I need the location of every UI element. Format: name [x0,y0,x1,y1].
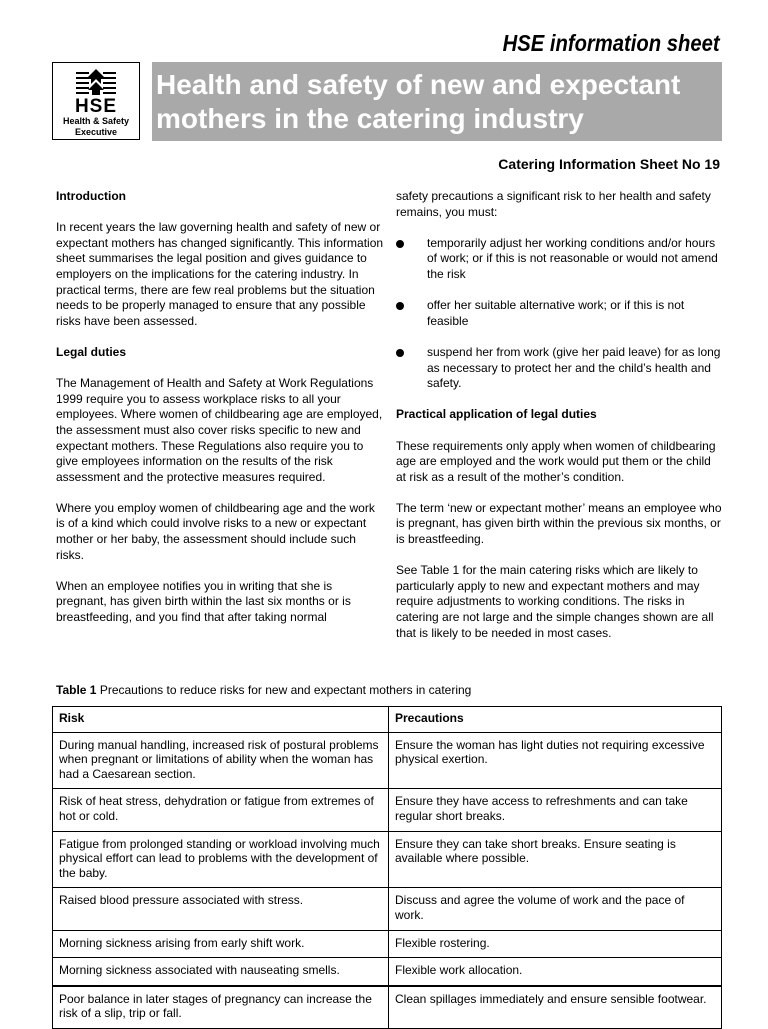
table-label: Table 1 [56,683,97,697]
precaution-cell: Ensure the woman has light duties not requiring excessive physical exertion. [389,732,722,789]
column-header-risk: Risk [53,707,389,733]
risk-precautions-table [52,706,722,1029]
practical-paragraph-2: The term ‘new or expectant mother’ means an employee who is pregnant, has given birth within the previous six months, or is breastfeeding. [396,500,722,547]
precaution-cell: Flexible work allocation. [389,958,722,986]
risk-cell: Raised blood pressure associated with stress. [53,888,389,930]
bullet-icon [396,302,404,310]
table-caption-text: Precautions to reduce risks for new and expectant mothers in catering [99,683,472,697]
legal-duties-paragraph-3: When an employee notifies you in writing that she is pregnant, has given birth within the last six months or is breastfeeding, and you find that after taking normal [56,578,351,625]
logo-abbreviation: HSE [74,96,118,117]
list-item [396,236,722,283]
right-column [396,189,722,657]
legal-duties-heading: Legal duties [56,344,127,359]
column-header-precautions: Precautions [389,707,722,733]
practical-paragraph-1: These requirements only apply when women of childbearing age are employed and the work would put them or the child at risk as a result of the mother’s condition. [396,438,716,484]
list-item [396,345,722,392]
precaution-cell: Clean spillages immediately and ensure sensible footwear. [389,986,722,1029]
legal-duties-paragraph-1: The Management of Health and Safety at Work Regulations 1999 require you to assess workplace risks to all your employees. Where women of childbearing age are employed, the assessment must also cover risks specific to new and expectant mothers. These Regulations also require you to give employees information on the results of the risk assessment and the protective measures required. [56,376,383,484]
introduction-heading: Introduction [56,189,126,203]
logo-subtitle-line2: Executive [74,127,118,137]
risk-cell: Morning sickness arising from early shift work. [53,930,389,958]
introduction-paragraph: In recent years the law governing health and safety of new or expectant mothers has changed significantly. This information sheet summarises the legal position and gives guidance to employers on the implications for the catering industry. In practical terms, there are few real problems but the situation needs to be properly managed to ensure that any possible risks have been assessed. [56,220,384,328]
risk-cell: Risk of heat stress, dehydration or fatigue from extremes of hot or cold. [53,789,389,831]
table-caption [56,683,471,697]
risk-cell: Poor balance in later stages of pregnancy can increase the risk of a slip, trip or fall. [53,986,389,1029]
hse-logo [52,62,140,140]
hse-emblem-icon [73,68,119,98]
table-row [53,888,722,930]
document-title: Health and safety of new and expectant mothers in the catering industry [152,62,722,141]
table-row [53,732,722,789]
risk-cell: During manual handling, increased risk of postural problems when pregnant or limitations of ability when the woman has had a Caesarean section. [53,732,389,789]
required-actions-list [396,236,722,392]
practical-application-heading: Practical application of legal duties [396,407,597,422]
list-item [396,298,722,329]
precaution-cell: Ensure they have access to refreshments and can take regular short breaks. [389,789,722,831]
precaution-cell: Discuss and agree the volume of work and the pace of work. [389,888,722,930]
table-header-row [53,707,722,733]
practical-paragraph-3: See Table 1 for the main catering risks which are likely to particularly apply to new and expectant mothers and may require adjustments to working conditions. The risks in catering are not large and the simple changes shown are all that is likely to be needed in most cases. [396,563,714,640]
precaution-cell: Flexible rostering. [389,930,722,958]
continuation-paragraph: safety precautions a significant risk to her health and safety remains, you must: [396,189,711,219]
table-row [53,831,722,888]
list-item-text: suspend her from work (give her paid leave) for as long as necessary to protect her and the child’s health and safety. [427,344,721,391]
series-title: HSE information sheet [502,30,720,56]
left-column [56,189,384,641]
list-item-text: temporarily adjust her working conditions and/or hours of work; or if this is not reasonable or would not amend the risk [427,235,718,281]
bullet-icon [396,349,404,357]
table-row [53,789,722,831]
precaution-cell: Ensure they can take short breaks. Ensure seating is available where possible. [389,831,722,888]
table-row [53,930,722,958]
logo-subtitle-line1: Health & Safety [62,116,130,126]
risk-cell: Fatigue from prolonged standing or workload involving much physical effort can lead to problems with the development of the baby. [53,831,389,888]
sheet-number: Catering Information Sheet No 19 [498,156,720,172]
bullet-icon [396,240,404,248]
table-row [53,986,722,1029]
legal-duties-paragraph-2: Where you employ women of childbearing age and the work is of a kind which could involve risks to a new or expectant mother or her baby, the assessment should include such risks. [56,500,375,562]
risk-cell: Morning sickness associated with nauseating smells. [53,958,389,986]
table-row [53,958,722,986]
list-item-text: offer her suitable alternative work; or if this is not feasible [427,298,685,328]
